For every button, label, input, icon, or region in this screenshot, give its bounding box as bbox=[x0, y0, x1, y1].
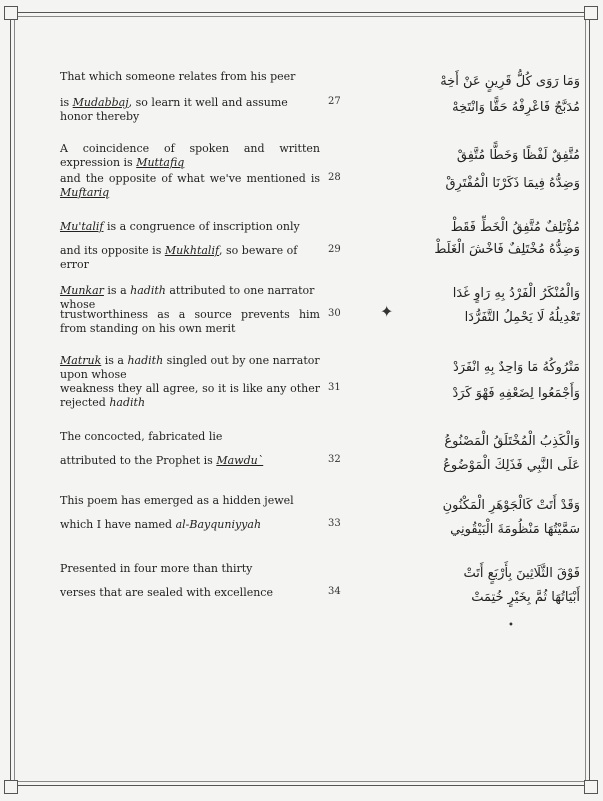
verse-arabic-line-1: وَقَدْ أَتَتْ كَالْجَوْهَرِ الْمَكْنُونِ bbox=[442, 498, 580, 513]
verse-number: 27 bbox=[328, 96, 341, 107]
verse-english-line-1: This poem has emerged as a hidden jewel bbox=[60, 494, 294, 507]
verse-arabic-line-2: وَضِدُّهُ فِيمَا ذَكَرْنَا الْمُفْتَرِقْ bbox=[445, 176, 580, 191]
verse-english-line-1: Presented in four more than thirty bbox=[60, 562, 253, 575]
verse-number: 29 bbox=[328, 244, 341, 255]
verse-number: 30 bbox=[328, 308, 341, 319]
corner-ornament bbox=[584, 6, 598, 20]
verse-number: 32 bbox=[328, 454, 341, 465]
verse-number: 28 bbox=[328, 172, 341, 183]
verse-number: 33 bbox=[328, 518, 341, 529]
verse-arabic-line-2: وَأَجْمَعُوا لِضَعْفِهِ فَهْوَ كَرَدْ bbox=[452, 386, 580, 401]
corner-ornament bbox=[584, 780, 598, 794]
verse-arabic-line-2: سَمَّيْتُهَا مَنْظُومَةَ الْبَيْقُونِي bbox=[450, 522, 580, 537]
verse-english-line-2: which I have named al-Bayquniyyah bbox=[60, 518, 262, 531]
verse-english-line-1: A coincidence of spoken and written expression is Muttafiq bbox=[60, 142, 320, 169]
verse-arabic-line-2: عَلَى النَّبِي فَذَلِكَ الْمَوْضُوعُ bbox=[443, 458, 580, 473]
verse-arabic-line-1: وَالْمُنْكَرُ الْفَرْدُ بِهِ رَاوٍ غَدَا bbox=[452, 286, 580, 301]
decorative-mark: • bbox=[508, 620, 514, 631]
verse-english-line-2: attributed to the Prophet is Mawdu` bbox=[60, 454, 264, 467]
verse-english-line-2: verses that are sealed with excellence bbox=[60, 586, 273, 599]
verse-english-line-2: and the opposite of what we've mentioned is Muftariq bbox=[60, 172, 320, 199]
verse-arabic-line-1: مُؤْتَلِفٌ مُتَّفِقُ الْخَطِّ فَقَطْ bbox=[450, 220, 580, 235]
verse-english-line-2: weakness they all agree, so it is like any other rejected hadith bbox=[60, 382, 320, 409]
verse-english-line-2: trustworthiness as a source prevents him from standing on his own merit bbox=[60, 308, 320, 335]
verse-number: 31 bbox=[328, 382, 341, 393]
verse-arabic-line-1: وَمَا رَوَى كُلُّ قَرِينٍ عَنْ أَخِهْ bbox=[440, 74, 580, 89]
verse-arabic-line-2: أَبْيَاتُهَا ثُمَّ بِخَيْرٍ خُتِمَتْ bbox=[471, 590, 580, 605]
verse-arabic-line-2: تَعْدِيلُهُ لَا يَحْمِلُ التَّفَرُّدَا bbox=[464, 310, 580, 325]
verse-arabic-line-1: وَالْكَذِبُ الْمُخْتَلَقُ الْمَصْنُوعُ bbox=[444, 434, 580, 449]
verse-english-line-1: Munkar is a hadith attributed to one narrator whose bbox=[60, 284, 315, 311]
verse-english-line-1: Matruk is a hadith singled out by one narrator upon whose bbox=[60, 354, 320, 381]
verse-arabic-line-1: فَوْقَ الثَّلَاثِينَ بِأَرْبَعٍ أَتَتْ bbox=[463, 566, 580, 581]
verse-english-line-1: Mu'talif is a congruence of inscription only bbox=[60, 220, 300, 233]
corner-ornament bbox=[4, 6, 18, 20]
verse-number: 34 bbox=[328, 586, 341, 597]
verse-english-line-2: and its opposite is Mukhtalif, so beware of error bbox=[60, 244, 298, 271]
verse-arabic-line-1: مَتْرُوكُهُ مَا وَاحِدٌ بِهِ انْفَرَدْ bbox=[452, 360, 580, 375]
verse-arabic-line-1: مُتَّفِقٌ لَفْظًا وَخَطًّا مُتَّفِقْ bbox=[456, 148, 580, 163]
verse-english-line-1: The concocted, fabricated lie bbox=[60, 430, 223, 443]
verse-arabic-line-2: مُدَبَّجٌ فَاعْرِفْهُ حَقًّا وَانْتَخِهْ bbox=[452, 100, 580, 115]
verse-english-line-1: That which someone relates from his peer bbox=[60, 70, 296, 83]
verse-english-line-2: is Mudabbaj, so learn it well and assume honor thereby bbox=[60, 96, 288, 123]
decorative-mark: ✦ bbox=[380, 302, 394, 321]
verse-arabic-line-2: وَضِدُّهُ مُخْتَلِفٌ فَاخْشَ الْغَلَطْ bbox=[434, 242, 580, 257]
corner-ornament bbox=[4, 780, 18, 794]
